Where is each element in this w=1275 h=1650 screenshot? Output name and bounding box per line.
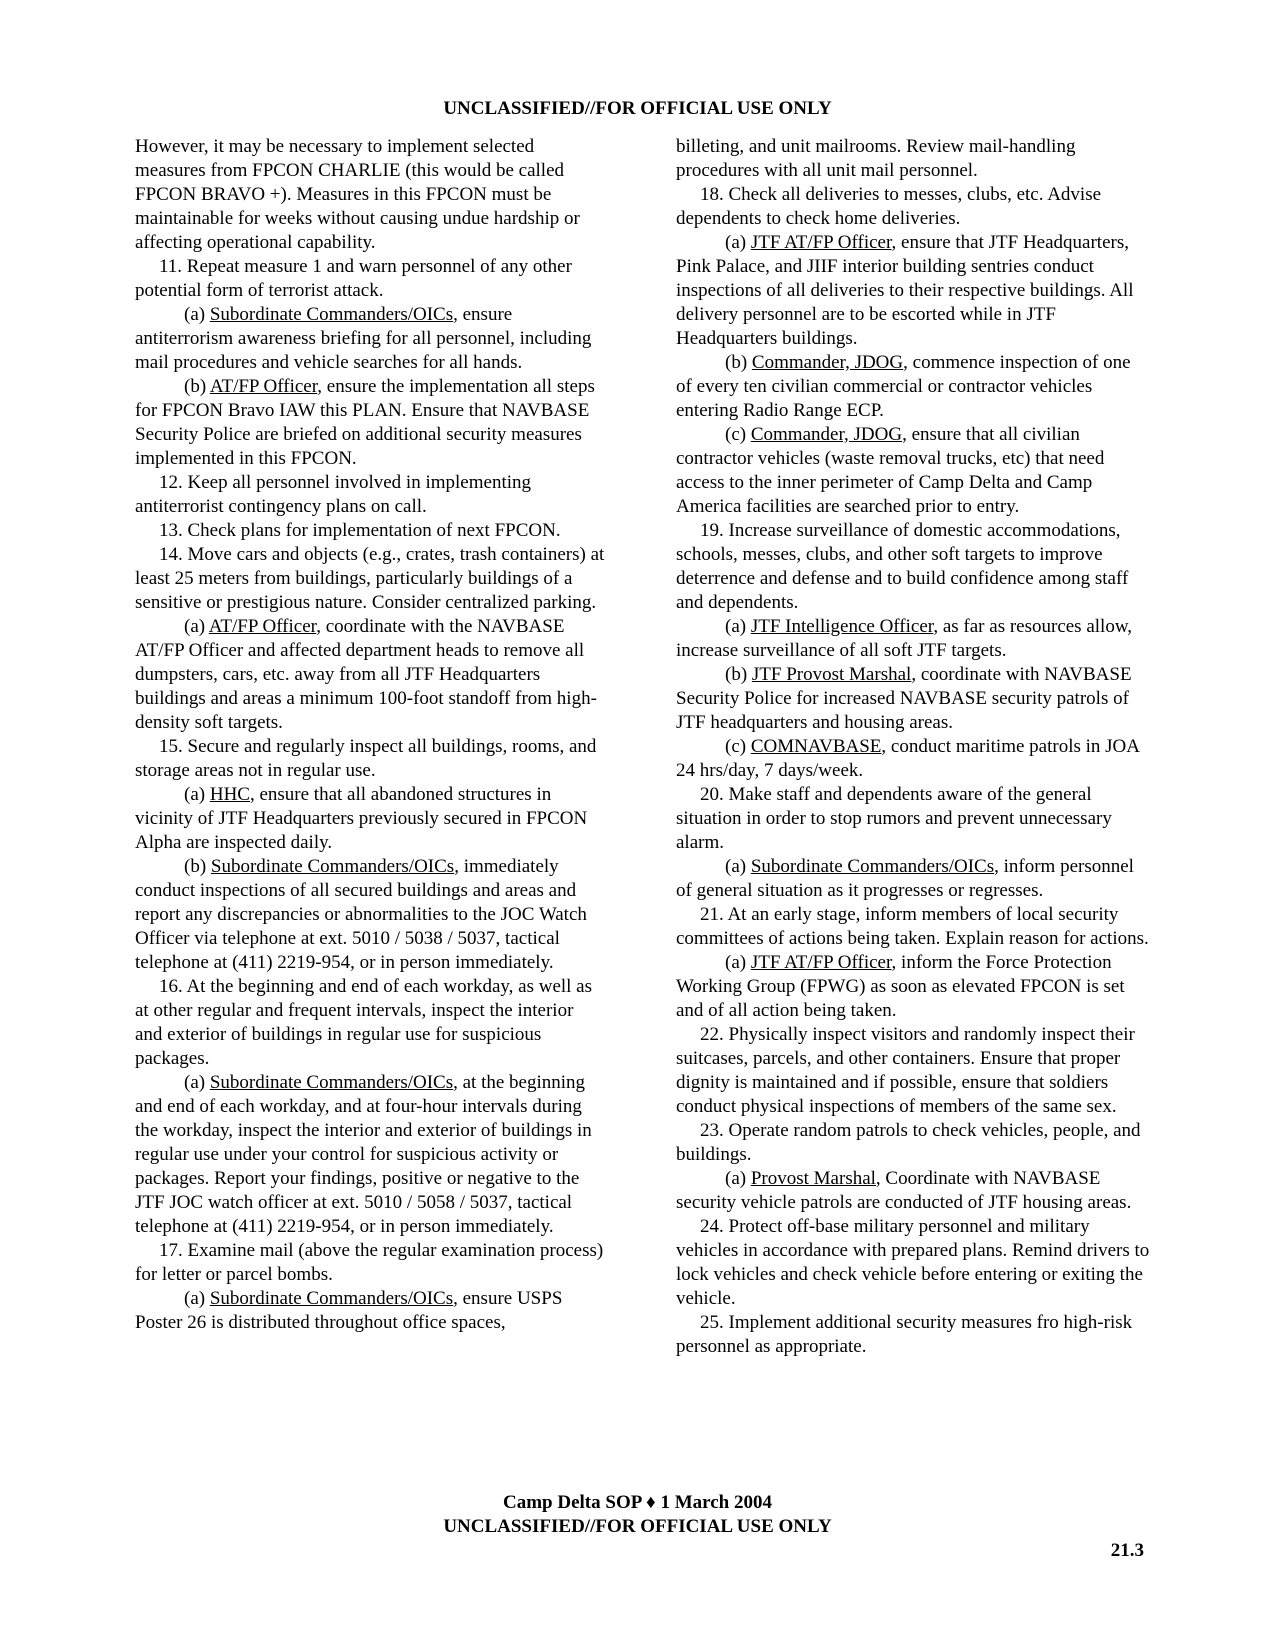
role-name: Subordinate Commanders/OICs (750, 856, 995, 877)
role-name: JTF AT/FP Officer (750, 952, 892, 973)
paragraph: 11. Repeat measure 1 and warn personnel of any other potential form of terrorist attack. (135, 256, 572, 301)
footer-classification: UNCLASSIFIED//FOR OFFICIAL USE ONLY (443, 1516, 832, 1537)
role-name: Commander, JDOG (751, 352, 904, 373)
role-name: AT/FP Officer (209, 376, 318, 397)
paragraph: 15. Secure and regularly inspect all buildings, rooms, and storage areas not in regular use. (135, 736, 597, 781)
paragraph: (b) JTF Provost Marshal, coordinate with NAVBASE Security Police for increased NAVBASE security patrols of JTF headquarters and housing areas. (676, 664, 1132, 733)
role-name: Subordinate Commanders/OICs (209, 1072, 454, 1093)
role-name: Subordinate Commanders/OICs (209, 304, 454, 325)
paragraph: 17. Examine mail (above the regular examination process) for letter or parcel bombs. (135, 1240, 604, 1285)
paragraph: (a) Subordinate Commanders/OICs, at the beginning and end of each workday, and at four-hour intervals during the workday, inspect the interior and exterior of buildings in regular use under your control for suspicious activity or packages. Report your findings, positive or negative to the JTF JOC watch officer at ext. 5010 / 5058 / 5037, tactical telephone at (411) 2219-954, or in person immediately. (135, 1072, 592, 1237)
paragraph: (a) JTF Intelligence Officer, as far as resources allow, increase surveillance of all soft JTF targets. (676, 616, 1133, 661)
footer-document-title: Camp Delta SOP ♦ 1 March 2004 (503, 1492, 772, 1513)
paragraph: 24. Protect off-base military personnel and military vehicles in accordance with prepared plans. Remind drivers to lock vehicles and check vehicle before entering or exiting the vehicle. (676, 1216, 1150, 1309)
paragraph: (a) Provost Marshal, Coordinate with NAVBASE security vehicle patrols are conducted of JTF housing areas. (676, 1168, 1132, 1213)
classification-header: UNCLASSIFIED//FOR OFFICIAL USE ONLY (443, 98, 832, 119)
paragraph: 22. Physically inspect visitors and randomly inspect their suitcases, parcels, and other containers. Ensure that proper dignity is maintained and if possible, ensure that soldiers conduct physical inspections of members of the same sex. (676, 1024, 1135, 1117)
paragraph: (b) AT/FP Officer, ensure the implementation all steps for FPCON Bravo IAW this PLAN. Ensure that NAVBASE Security Police are briefed on additional security measures implemented in this FPCON. (135, 376, 595, 469)
role-name: JTF Intelligence Officer (750, 616, 934, 637)
page-number: 21.3 (1110, 1540, 1144, 1561)
role-name: JTF Provost Marshal (751, 664, 912, 685)
paragraph: (c) Commander, JDOG, ensure that all civilian contractor vehicles (waste removal trucks, etc) that need access to the inner perimeter of Camp Delta and Camp America facilities are searched prior to entry. (676, 424, 1105, 517)
paragraph: 12. Keep all personnel involved in implementing antiterrorist contingency plans on call. (135, 472, 532, 517)
role-name: Subordinate Commanders/OICs (210, 856, 455, 877)
paragraph: 19. Increase surveillance of domestic accommodations, schools, messes, clubs, and other soft targets to improve deterrence and defense and to build confidence among staff and dependents. (676, 520, 1129, 613)
paragraph: (a) Subordinate Commanders/OICs, inform personnel of general situation as it progresses or regresses. (676, 856, 1134, 901)
paragraph: (c) COMNAVBASE, conduct maritime patrols in JOA 24 hrs/day, 7 days/week. (676, 736, 1139, 781)
role-name: Provost Marshal (750, 1168, 876, 1189)
paragraph: 18. Check all deliveries to messes, clubs, etc. Advise dependents to check home deliveries. (676, 184, 1102, 229)
paragraph: (b) Commander, JDOG, commence inspection of one of every ten civilian commercial or contractor vehicles entering Radio Range ECP. (676, 352, 1131, 421)
paragraph: (a) JTF AT/FP Officer, inform the Force Protection Working Group (FPWG) as soon as elevated FPCON is set and of all action being taken. (676, 952, 1125, 1021)
paragraph: 21. At an early stage, inform members of local security committees of actions being taken. Explain reason for actions. (676, 904, 1149, 949)
paragraph: (a) Subordinate Commanders/OICs, ensure USPS Poster 26 is distributed throughout office spaces, (135, 1288, 563, 1333)
paragraph: (a) JTF AT/FP Officer, ensure that JTF Headquarters, Pink Palace, and JIIF interior building sentries conduct inspections of all deliveries to their respective buildings. All delivery personnel are to be escorted while in JTF Headquarters buildings. (676, 232, 1134, 349)
role-name: Subordinate Commanders/OICs (209, 1288, 454, 1309)
paragraph: (a) Subordinate Commanders/OICs, ensure antiterrorism awareness briefing for all personnel, including mail procedures and vehicle searches for all hands. (135, 304, 592, 373)
paragraph: (a) AT/FP Officer, coordinate with the NAVBASE AT/FP Officer and affected department heads to remove all dumpsters, cars, etc. away from all JTF Headquarters buildings and areas a minimum 100-foot standoff from high-density soft targets. (135, 616, 597, 733)
paragraph: 23. Operate random patrols to check vehicles, people, and buildings. (676, 1120, 1141, 1165)
paragraph: 14. Move cars and objects (e.g., crates, trash containers) at least 25 meters from buildings, particularly buildings of a sensitive or prestigious nature. Consider centralized parking. (135, 544, 605, 613)
paragraph: 16. At the beginning and end of each workday, as well as at other regular and frequent intervals, inspect the interior and exterior of buildings in regular use for suspicious packages. (135, 976, 593, 1069)
paragraph: 13. Check plans for implementation of next FPCON. (159, 520, 561, 541)
left-column (135, 135, 605, 1335)
role-name: Commander, JDOG (750, 424, 903, 445)
paragraph: 25. Implement additional security measures fro high-risk personnel as appropriate. (676, 1312, 1133, 1357)
paragraph: (a) HHC, ensure that all abandoned structures in vicinity of JTF Headquarters previously secured in FPCON Alpha are inspected daily. (135, 784, 588, 853)
role-name: COMNAVBASE (750, 736, 882, 757)
paragraph: (b) Subordinate Commanders/OICs, immediately conduct inspections of all secured buildings and areas and report any discrepancies or abnormalities to the JOC Watch Officer via telephone at ext. 5010 / 5038 / 5037, tactical telephone at (411) 2219-954, or in person immediately. (135, 856, 587, 973)
role-name: JTF AT/FP Officer (750, 232, 892, 253)
role-name: HHC (209, 784, 250, 805)
page-footer (0, 1491, 1275, 1539)
paragraph: However, it may be necessary to implement selected measures from FPCON CHARLIE (this would be called FPCON BRAVO +). Measures in this FPCON must be maintainable for weeks without causing undue hardship or affecting operational capability. (135, 136, 580, 253)
role-name: AT/FP Officer (208, 616, 317, 637)
right-column (676, 135, 1150, 1359)
paragraph: 20. Make staff and dependents aware of the general situation in order to stop rumors and prevent unnecessary alarm. (676, 784, 1112, 853)
paragraph: billeting, and unit mailrooms. Review mail-handling procedures with all unit mail personnel. (676, 136, 1076, 181)
